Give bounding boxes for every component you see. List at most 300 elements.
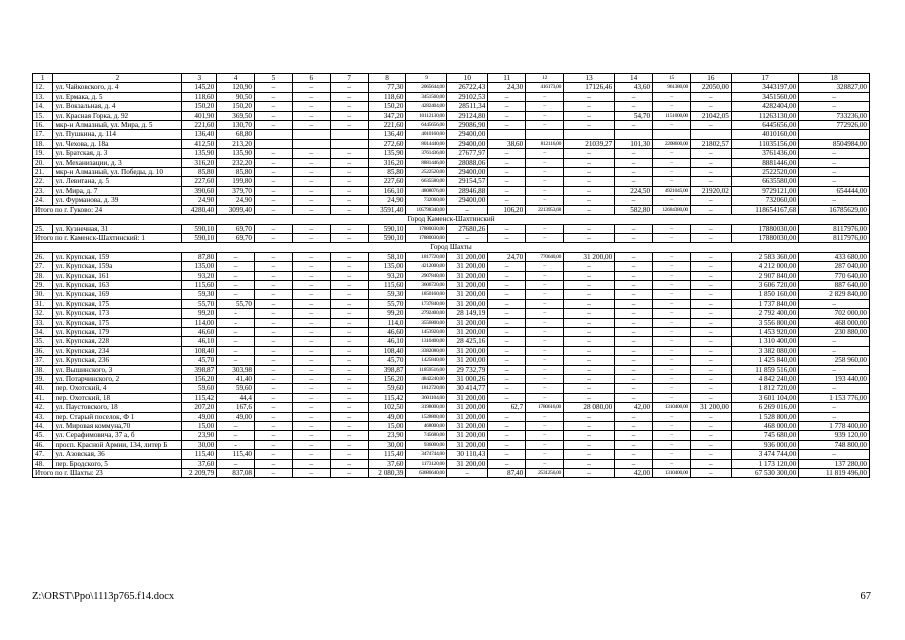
table-cell: ул. Паустовского, 18 [53, 403, 182, 412]
table-cell: – [615, 290, 653, 299]
table-cell: – [690, 459, 731, 468]
table-cell: 85,80 [182, 168, 217, 177]
table-cell: – [488, 158, 526, 167]
table-cell [615, 130, 653, 139]
table-cell: 398,87 [368, 365, 406, 374]
table-cell: – [690, 196, 731, 205]
table-cell: – [564, 440, 615, 449]
table-cell: – [653, 309, 691, 318]
table-cell: – [526, 196, 564, 205]
table-cell: 59,60 [368, 384, 406, 393]
table-cell: – [526, 262, 564, 271]
table-cell: 6 [292, 74, 330, 83]
table-cell: – [615, 233, 653, 242]
table-cell: – [564, 393, 615, 402]
table-cell: – [690, 309, 731, 318]
table-cell: – [526, 346, 564, 355]
table-row [33, 299, 870, 308]
table-row [33, 403, 870, 412]
table-cell: – [564, 196, 615, 205]
table-cell: 166,10 [368, 186, 406, 195]
table-cell: – [653, 440, 691, 449]
table-cell: – [330, 440, 368, 449]
table-cell: пер. Бродского, 5 [53, 459, 182, 468]
table-cell: ул. Кузнечная, 31 [53, 224, 182, 233]
table-cell: – [292, 346, 330, 355]
table-cell: 6635580,00 [406, 177, 447, 186]
table-cell: 69,70 [217, 233, 255, 242]
table-row [33, 290, 870, 299]
table-row [33, 450, 870, 459]
table-cell: – [330, 280, 368, 289]
table-cell: 15 [653, 74, 691, 83]
table-cell: – [292, 224, 330, 233]
table-cell: – [690, 318, 731, 327]
table-cell: – [526, 431, 564, 440]
table-cell: – [292, 384, 330, 393]
table-cell: – [653, 92, 691, 101]
table-cell: – [615, 280, 653, 289]
table-cell [255, 130, 293, 139]
table-cell: 582,80 [615, 205, 653, 214]
table-cell: 46. [33, 440, 53, 449]
table-cell: – [799, 168, 870, 177]
table-cell: 227,60 [182, 177, 217, 186]
table-cell: – [615, 92, 653, 101]
table-cell: 4808076,00 [406, 186, 447, 195]
table-cell: – [255, 450, 293, 459]
table-cell: 45,70 [182, 356, 217, 365]
table-cell: 130,70 [217, 121, 255, 130]
table-cell: – [653, 262, 691, 271]
table-cell: – [526, 365, 564, 374]
table-cell: 961380,00 [653, 83, 691, 92]
table-cell: – [255, 299, 293, 308]
table-cell: 135,00 [182, 262, 217, 271]
table-cell [292, 139, 330, 148]
table-cell: – [330, 83, 368, 92]
table-cell: – [292, 121, 330, 130]
table-cell: 3601104,00 [406, 393, 447, 402]
data-table-sheet [32, 73, 870, 478]
table-cell: – [330, 422, 368, 431]
table-cell: 85,80 [368, 168, 406, 177]
table-cell: – [615, 440, 653, 449]
table-cell: – [330, 431, 368, 440]
table-cell: – [564, 365, 615, 374]
table-cell: ул. Крупская, 236 [53, 356, 182, 365]
table-cell: 224,50 [615, 186, 653, 195]
table-cell: 213,20 [217, 139, 255, 148]
table-cell: 47. [33, 450, 53, 459]
table-cell: 745 680,00 [731, 431, 799, 440]
table-cell: 11 819 496,00 [799, 469, 870, 478]
table-cell: 6445656,00 [731, 121, 799, 130]
table-cell: 468 000,00 [731, 422, 799, 431]
table-cell: 44. [33, 422, 53, 431]
table-cell: – [690, 356, 731, 365]
table-cell: – [615, 450, 653, 459]
table-cell: ул. Крупская, 161 [53, 271, 182, 280]
table-cell: 25. [33, 224, 53, 233]
table-cell: 17880030,00 [731, 224, 799, 233]
table-cell: 770640,00 [526, 252, 564, 261]
table-cell: – [615, 318, 653, 327]
table-cell: – [653, 412, 691, 421]
table-cell: 16785629,00 [799, 205, 870, 214]
table-row [33, 384, 870, 393]
table-cell: 14. [33, 102, 53, 111]
table-cell: – [690, 262, 731, 271]
table-cell: – [447, 233, 488, 242]
table-cell: 1310400,00 [653, 469, 691, 478]
table-cell: – [690, 346, 731, 355]
table-row [33, 262, 870, 271]
table-cell: ул. Левитана, д. 5 [53, 177, 182, 186]
table-cell: 29086,90 [447, 121, 488, 130]
table-cell: 27677,97 [447, 149, 488, 158]
table-cell: 28 149,19 [447, 309, 488, 318]
table-cell: 24,90 [182, 196, 217, 205]
table-cell: – [488, 318, 526, 327]
footer-file-path: Z:\ORST\Ppo\1113p765.f14.docx [32, 591, 175, 602]
table-cell [526, 130, 564, 139]
table-cell: 2208600,00 [653, 139, 691, 148]
table-cell: – [488, 233, 526, 242]
table-cell: 3591,40 [368, 205, 406, 214]
table-cell: – [488, 327, 526, 336]
table-cell: 31 200,00 [690, 403, 731, 412]
table-cell: 3443197,00 [731, 83, 799, 92]
table-cell: ул. Крупская, 228 [53, 337, 182, 346]
table-row [33, 356, 870, 365]
table-cell: 29102,53 [447, 92, 488, 101]
table-cell: – [255, 469, 293, 478]
table-cell: 316,20 [182, 158, 217, 167]
table-cell: – [255, 149, 293, 158]
table-cell: – [690, 168, 731, 177]
table-cell: – [690, 252, 731, 261]
table-cell: 31 200,00 [564, 252, 615, 261]
table-row [33, 252, 870, 261]
table-cell: – [292, 83, 330, 92]
table-cell: 44,4 [217, 393, 255, 402]
table-cell: 4010160,00 [731, 130, 799, 139]
table-cell: – [615, 262, 653, 271]
table-cell: – [292, 393, 330, 402]
table-cell: – [653, 422, 691, 431]
table-cell: 22. [33, 177, 53, 186]
table-cell: 9729121,00 [731, 186, 799, 195]
table-cell: 37,60 [182, 459, 217, 468]
table-cell: – [488, 271, 526, 280]
table-cell: 1 812 720,00 [731, 384, 799, 393]
table-cell: – [690, 280, 731, 289]
table-cell: 30 110,43 [447, 450, 488, 459]
table-cell: – [330, 299, 368, 308]
table-cell: – [217, 337, 255, 346]
table-cell: – [255, 318, 293, 327]
table-cell: – [615, 177, 653, 186]
table-cell: – [564, 224, 615, 233]
table-cell: – [488, 431, 526, 440]
table-cell: 4 212 000,00 [731, 262, 799, 271]
table-cell: – [255, 290, 293, 299]
table-cell: 31 200,00 [447, 318, 488, 327]
table-cell: – [615, 168, 653, 177]
table-cell: – [292, 412, 330, 421]
table-cell: 37,60 [368, 459, 406, 468]
table-cell: 36. [33, 346, 53, 355]
table-cell: 43,60 [615, 83, 653, 92]
table-cell: 19. [33, 149, 53, 158]
table-cell: – [526, 422, 564, 431]
table-cell: 17880030,00 [731, 233, 799, 242]
table-cell: 31 200,00 [447, 412, 488, 421]
table-cell: 136,40 [182, 130, 217, 139]
table-cell: 29. [33, 280, 53, 289]
table-cell: 1 737 840,00 [731, 299, 799, 308]
section-header-kamensk [33, 215, 870, 224]
table-cell: 59,60 [217, 384, 255, 393]
table-cell: – [615, 365, 653, 374]
table-cell: – [526, 459, 564, 468]
table-cell: – [217, 252, 255, 261]
table-cell: – [488, 168, 526, 177]
table-cell: 221,60 [368, 121, 406, 130]
table-cell: – [255, 440, 293, 449]
table-cell: 3 556 800,00 [731, 318, 799, 327]
table-cell: – [526, 102, 564, 111]
table-cell: – [292, 469, 330, 478]
table-cell: – [292, 440, 330, 449]
table-cell: 49,00 [182, 412, 217, 421]
table-cell: 1 153 776,00 [799, 393, 870, 402]
table-cell: – [217, 327, 255, 336]
table-cell: ул. Пушкина, д. 114 [53, 130, 182, 139]
table-cell: 41. [33, 393, 53, 402]
table-cell: – [526, 233, 564, 242]
table-cell: – [799, 384, 870, 393]
table-cell: 17126,46 [564, 83, 615, 92]
table-cell: – [292, 111, 330, 120]
table-cell: 23,90 [182, 431, 217, 440]
table-cell: – [255, 412, 293, 421]
table-cell: – [615, 327, 653, 336]
table-cell: 12684380,00 [653, 205, 691, 214]
table-cell: 67 530 300,00 [731, 469, 799, 478]
table-cell: 31 200,00 [447, 327, 488, 336]
table-cell: 9 [406, 74, 447, 83]
table-cell: 8881446,00 [406, 158, 447, 167]
table-cell: 77,30 [368, 83, 406, 92]
table-cell: – [526, 177, 564, 186]
table-cell: – [217, 280, 255, 289]
table-cell: 29400,00 [447, 139, 488, 148]
table-row [33, 337, 870, 346]
table-cell: 11859516,00 [406, 365, 447, 374]
table-cell: 887 640,00 [799, 280, 870, 289]
table-cell: – [564, 346, 615, 355]
table-cell: – [292, 271, 330, 280]
table-cell: – [330, 111, 368, 120]
table-row [33, 130, 870, 139]
table-cell: – [292, 186, 330, 195]
column-number-row [33, 74, 870, 83]
table-cell: – [653, 327, 691, 336]
table-row [33, 177, 870, 186]
table-cell: – [653, 280, 691, 289]
table-cell: 2 [53, 74, 182, 83]
table-cell: 49,00 [217, 412, 255, 421]
table-cell: – [653, 431, 691, 440]
table-cell: 46,10 [368, 337, 406, 346]
table-cell: – [653, 337, 691, 346]
table-cell: – [488, 149, 526, 158]
table-cell [564, 130, 615, 139]
table-cell: просп. Красной Армии, 134, литер Б [53, 440, 182, 449]
table-cell: 17880030,00 [406, 224, 447, 233]
table-cell: 115,40 [182, 450, 217, 459]
table-cell: 108,40 [368, 346, 406, 355]
table-cell: – [292, 318, 330, 327]
table-cell: 42,00 [615, 403, 653, 412]
table-cell: 33. [33, 318, 53, 327]
table-cell: 135,90 [368, 149, 406, 158]
table-cell [653, 130, 691, 139]
table-cell: – [330, 102, 368, 111]
table-cell: – [526, 337, 564, 346]
table-cell: – [799, 92, 870, 101]
table-cell: 29400,00 [447, 168, 488, 177]
table-cell: – [615, 337, 653, 346]
table-cell: – [564, 337, 615, 346]
table-cell: – [564, 299, 615, 308]
table-cell: – [255, 262, 293, 271]
table-cell: – [330, 149, 368, 158]
table-cell: 1 528 800,00 [731, 412, 799, 421]
table-cell: – [292, 450, 330, 459]
table-cell: мкр-н Алмазный, ул. Мира, д. 5 [53, 121, 182, 130]
table-cell: ул. Потарчинского, 2 [53, 375, 182, 384]
table-cell: – [488, 384, 526, 393]
table-cell: – [690, 431, 731, 440]
table-cell: 31 200,00 [447, 299, 488, 308]
table-cell: – [615, 158, 653, 167]
table-cell: 62,7 [488, 403, 526, 412]
table-cell: – [526, 393, 564, 402]
table-cell: 135,90 [182, 149, 217, 158]
table-cell: 30 414,77 [447, 384, 488, 393]
table-cell: – [255, 83, 293, 92]
table-cell: 21802,57 [690, 139, 731, 148]
table-cell [292, 130, 330, 139]
table-cell: – [330, 412, 368, 421]
table-cell: – [292, 92, 330, 101]
table-cell: – [653, 149, 691, 158]
table-row [33, 440, 870, 449]
table-cell: – [564, 384, 615, 393]
table-cell: 106,20 [488, 205, 526, 214]
table-cell: – [255, 233, 293, 242]
section-title: Город Каменск-Шахтинский [33, 215, 870, 224]
table-cell: – [526, 168, 564, 177]
table-cell: – [330, 346, 368, 355]
table-cell: 27. [33, 262, 53, 271]
table-cell: – [330, 224, 368, 233]
table-cell: 1 778 400,00 [799, 422, 870, 431]
table-cell: 31 200,00 [447, 393, 488, 402]
table-cell: 287 040,00 [799, 262, 870, 271]
table-cell: – [447, 205, 488, 214]
table-cell: – [690, 422, 731, 431]
table-cell: 32. [33, 309, 53, 318]
table-cell: 135,90 [217, 149, 255, 158]
table-cell: 1780616,00 [526, 403, 564, 412]
table-cell: 42,00 [615, 469, 653, 478]
table-cell: 12. [33, 83, 53, 92]
table-cell: 732060,00 [406, 196, 447, 205]
table-cell: – [799, 337, 870, 346]
table-cell: 654444,00 [799, 186, 870, 195]
table-cell: – [690, 149, 731, 158]
section-title: Город Шахты [33, 243, 870, 252]
table-cell: 115,42 [368, 393, 406, 402]
table-cell: 37. [33, 356, 53, 365]
table-cell: 3 474 744,00 [731, 450, 799, 459]
table-cell: – [615, 196, 653, 205]
table-cell: – [653, 299, 691, 308]
table-cell: 1425840,00 [406, 356, 447, 365]
table-cell: – [292, 403, 330, 412]
table-cell: – [488, 440, 526, 449]
table-cell: 69,70 [217, 224, 255, 233]
table-cell: 102,50 [368, 403, 406, 412]
table-cell: – [255, 121, 293, 130]
table-cell: 59,30 [368, 290, 406, 299]
table-cell: 150,20 [368, 102, 406, 111]
table-row [33, 139, 870, 148]
table-cell: 28088,06 [447, 158, 488, 167]
table-cell: – [292, 102, 330, 111]
table-cell: 3 606 720,00 [731, 280, 799, 289]
table-cell: – [255, 196, 293, 205]
table-cell: ул. Механизации, д. 3 [53, 158, 182, 167]
table-cell: 8881446,00 [731, 158, 799, 167]
table-cell: – [564, 431, 615, 440]
table-cell: 15. [33, 111, 53, 120]
table-cell: 1528800,00 [406, 412, 447, 421]
table-cell: Итого по г. Каменск-Шахтинский: 1 [33, 233, 182, 242]
table-cell: 732060,00 [731, 196, 799, 205]
table-cell: – [564, 327, 615, 336]
table-cell: – [564, 92, 615, 101]
table-cell: 115,60 [182, 280, 217, 289]
table-cell: 4 842 240,00 [731, 375, 799, 384]
table-cell: 3761436,00 [731, 149, 799, 158]
table-cell: 55,70 [217, 299, 255, 308]
table-cell: 2907840,00 [406, 271, 447, 280]
table-cell: 22050,00 [690, 83, 731, 92]
table-cell: ул. Крупская, 175 [53, 318, 182, 327]
table-cell: – [255, 158, 293, 167]
table-cell: – [564, 158, 615, 167]
table-cell: – [690, 450, 731, 459]
table-cell: 1 453 920,00 [731, 327, 799, 336]
table-cell: – [330, 403, 368, 412]
table-cell: ул. Крупская, 169 [53, 290, 182, 299]
table-cell: пер. Старый поселок, Ф 1 [53, 412, 182, 421]
